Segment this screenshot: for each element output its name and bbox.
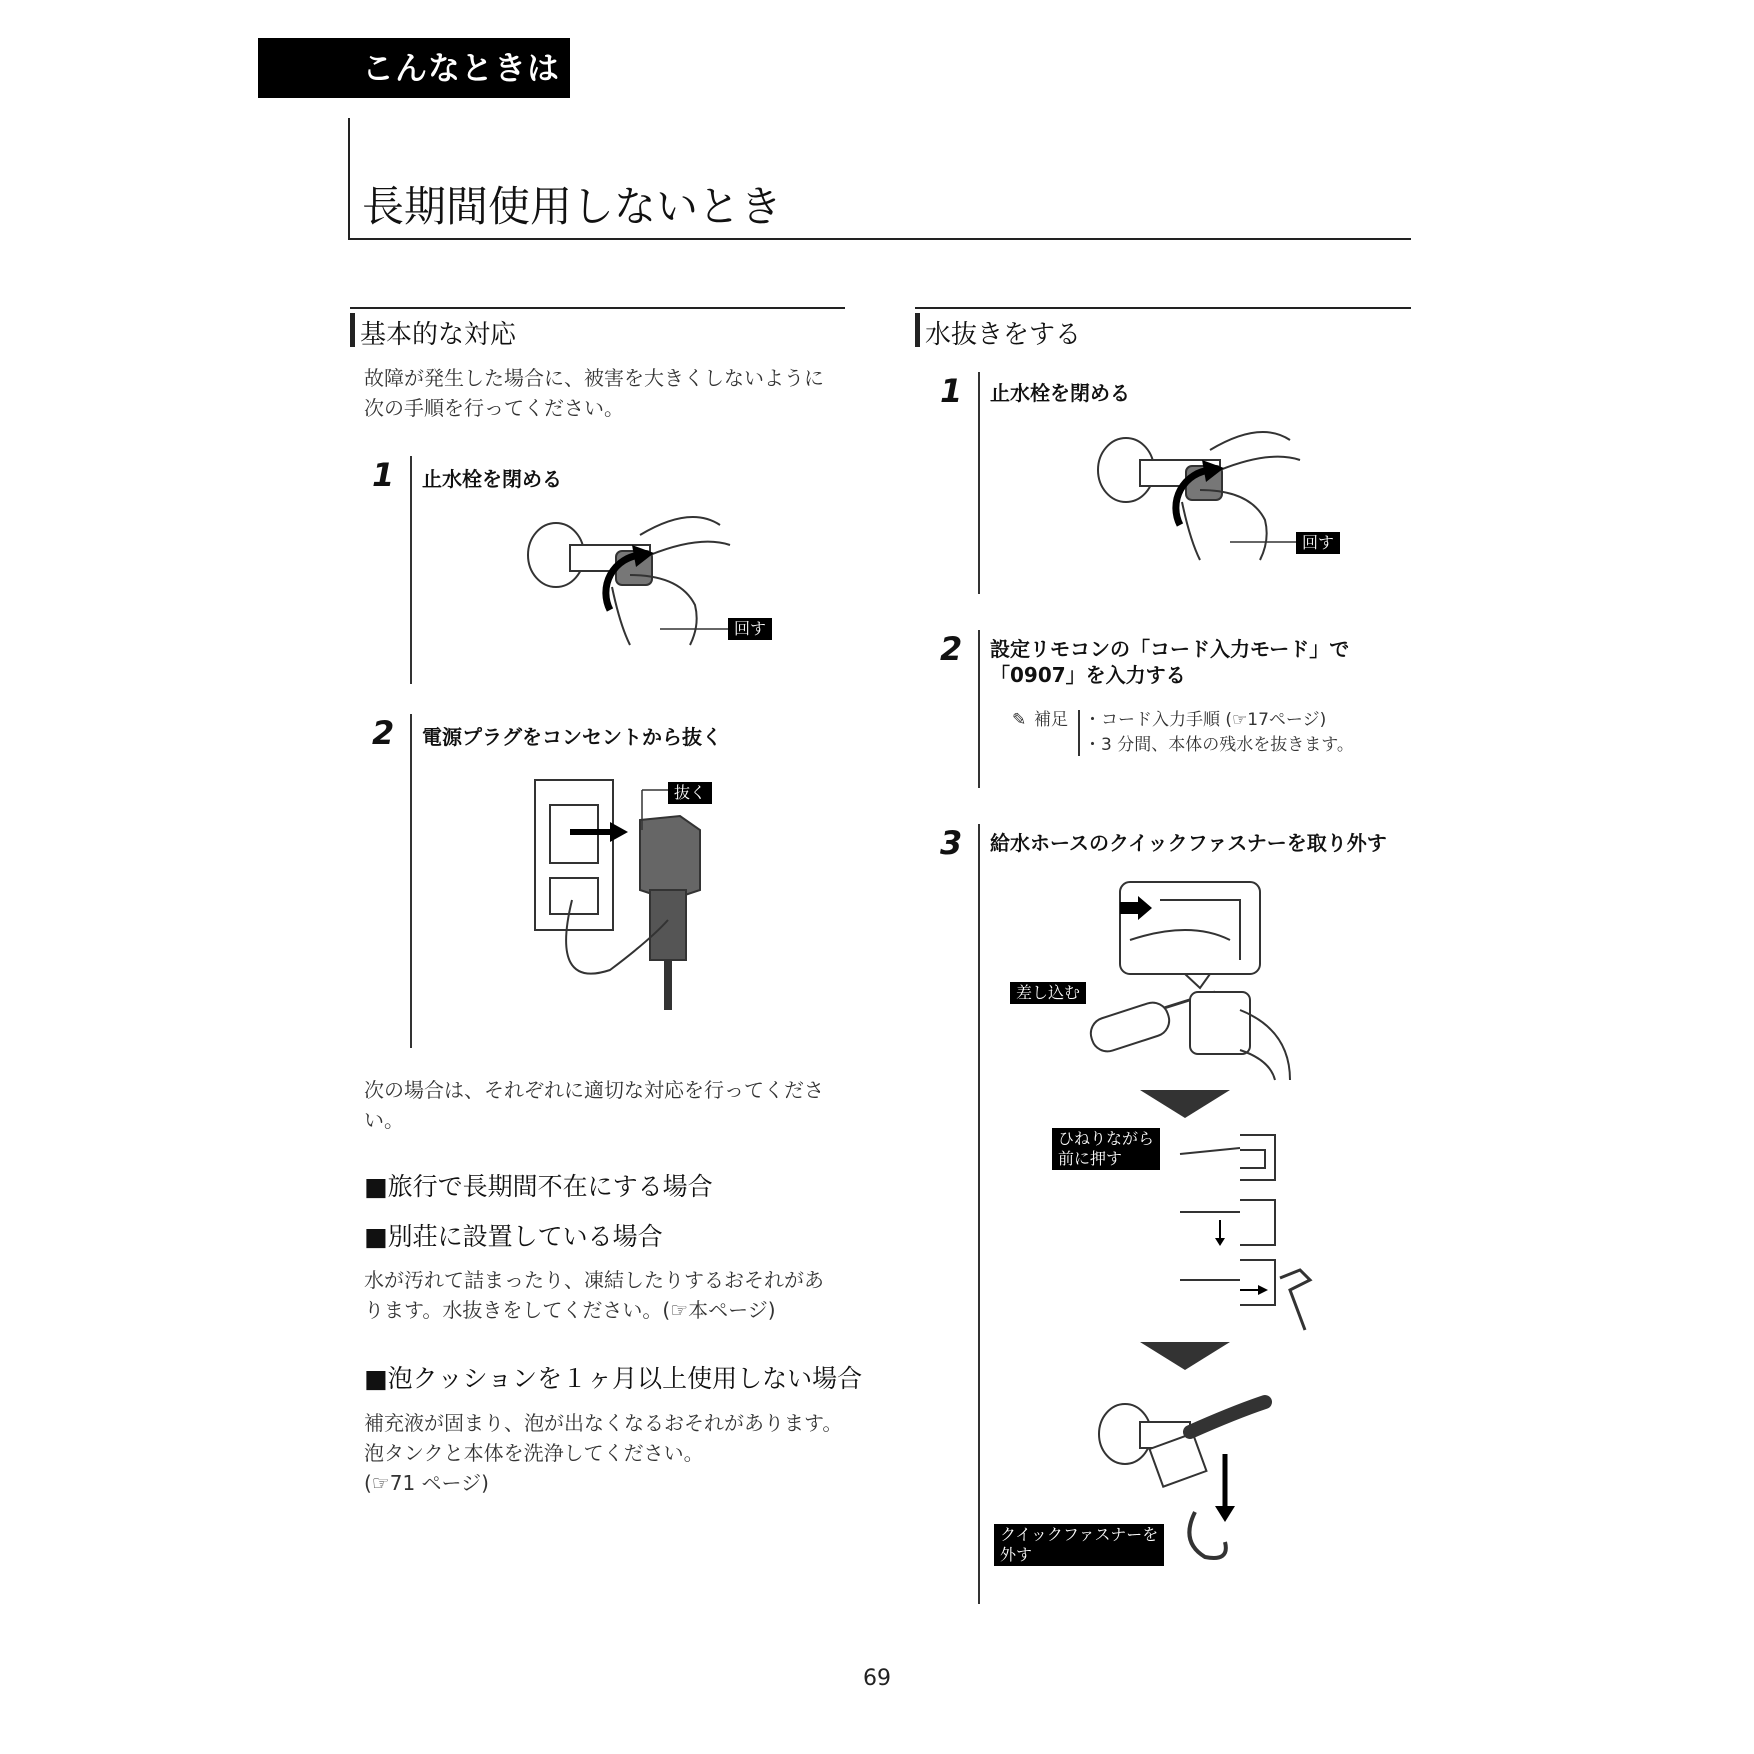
cases-text-line-2: ります。水抜きをしてください。(☞本ページ) bbox=[364, 1298, 776, 1322]
right-step-2-text-line-1: 設定リモコンの「コード入力モード」で bbox=[990, 637, 1350, 661]
left-intro-line-1: 故障が発生した場合に、被害を大きくしないように bbox=[364, 366, 824, 390]
right-step-3-number: 3 bbox=[940, 824, 963, 862]
twist-push-label-line-2: 前に押す bbox=[1058, 1149, 1123, 1168]
left-section-mark bbox=[350, 313, 355, 347]
foam-text-line-3: (☞71 ページ) bbox=[364, 1471, 489, 1495]
case-heading-villa: ■別荘に設置している場合 bbox=[364, 1222, 663, 1251]
left-intro bbox=[364, 363, 824, 423]
left-step-1-label: 回す bbox=[728, 618, 772, 640]
insert-tool-illustration bbox=[1090, 880, 1300, 1080]
pencil-icon: ✎ bbox=[1012, 710, 1027, 730]
right-step-1-line bbox=[978, 372, 980, 594]
note-label: 補足 bbox=[1034, 710, 1068, 730]
right-step-3-line bbox=[978, 824, 980, 1604]
left-step-2-line bbox=[410, 714, 412, 1048]
foam-text-line-2: 泡タンクと本体を洗浄してください。 bbox=[364, 1441, 704, 1465]
right-step-2-text-line-2: 「0907」を入力する bbox=[990, 663, 1186, 687]
remove-fastener-label-line-1: クイックファスナーを bbox=[1000, 1525, 1159, 1544]
left-after-line-2: い。 bbox=[364, 1108, 404, 1132]
chapter-tab: こんなときは bbox=[258, 38, 570, 98]
right-section-title: 水抜きをする bbox=[925, 320, 1082, 350]
left-step-1-line bbox=[410, 456, 412, 684]
left-section-rule bbox=[350, 307, 845, 309]
left-after-text bbox=[364, 1075, 824, 1135]
twist-push-label-line-1: ひねりながら bbox=[1058, 1129, 1155, 1148]
right-section-mark bbox=[915, 313, 920, 347]
down-chevron-icon bbox=[1140, 1090, 1230, 1120]
cases-text bbox=[364, 1265, 824, 1325]
remove-fastener-label bbox=[994, 1524, 1164, 1566]
foam-text-line-1: 補充液が固まり、泡が出なくなるおそれがあります。 bbox=[364, 1411, 843, 1435]
left-step-2-label: 抜く bbox=[668, 782, 712, 804]
right-step-1-number: 1 bbox=[940, 372, 963, 410]
right-step-2-line bbox=[978, 630, 980, 788]
left-step-2-text: 電源プラグをコンセントから抜く bbox=[422, 725, 722, 749]
note-line-2: ・3 分間、本体の残水を抜きます。 bbox=[1084, 735, 1354, 755]
right-step-1-text: 止水栓を閉める bbox=[990, 381, 1130, 405]
left-step-2-number: 2 bbox=[372, 714, 395, 752]
title-rule bbox=[348, 238, 1411, 240]
title-bar bbox=[348, 118, 350, 240]
case-heading-travel: ■旅行で長期間不在にする場合 bbox=[364, 1172, 713, 1201]
down-chevron-icon-2 bbox=[1140, 1342, 1230, 1372]
foam-text bbox=[364, 1408, 842, 1498]
insert-label: 差し込む bbox=[1010, 982, 1086, 1004]
note-divider bbox=[1078, 710, 1080, 756]
left-intro-line-2: 次の手順を行ってください。 bbox=[364, 396, 624, 420]
left-step-1-text: 止水栓を閉める bbox=[422, 467, 562, 491]
note-line-1: ・コード入力手順 (☞17ページ) bbox=[1084, 710, 1327, 730]
note-lines bbox=[1084, 708, 1354, 758]
page-number: 69 bbox=[863, 1666, 891, 1691]
left-step-1-number: 1 bbox=[372, 456, 395, 494]
left-section-title: 基本的な対応 bbox=[360, 320, 517, 350]
right-step-3-text: 給水ホースのクイックファスナーを取り外す bbox=[990, 831, 1387, 855]
right-step-2-text bbox=[990, 636, 1349, 688]
outlet-plug-illustration bbox=[530, 770, 750, 1020]
remove-fastener-label-line-2: 外す bbox=[1000, 1545, 1033, 1564]
twist-push-label bbox=[1052, 1128, 1160, 1170]
cases-text-line-1: 水が汚れて詰まったり、凍結したりするおそれがあ bbox=[364, 1268, 824, 1292]
page-title: 長期間使用しないとき bbox=[362, 182, 783, 231]
left-after-line-1: 次の場合は、それぞれに適切な対応を行ってくださ bbox=[364, 1078, 824, 1102]
right-step-2-number: 2 bbox=[940, 630, 963, 668]
right-step-1-label: 回す bbox=[1296, 532, 1340, 554]
right-section-rule bbox=[915, 307, 1411, 309]
twist-push-illustration bbox=[1180, 1130, 1320, 1340]
case-heading-foam: ■泡クッションを１ヶ月以上使用しない場合 bbox=[364, 1364, 863, 1393]
